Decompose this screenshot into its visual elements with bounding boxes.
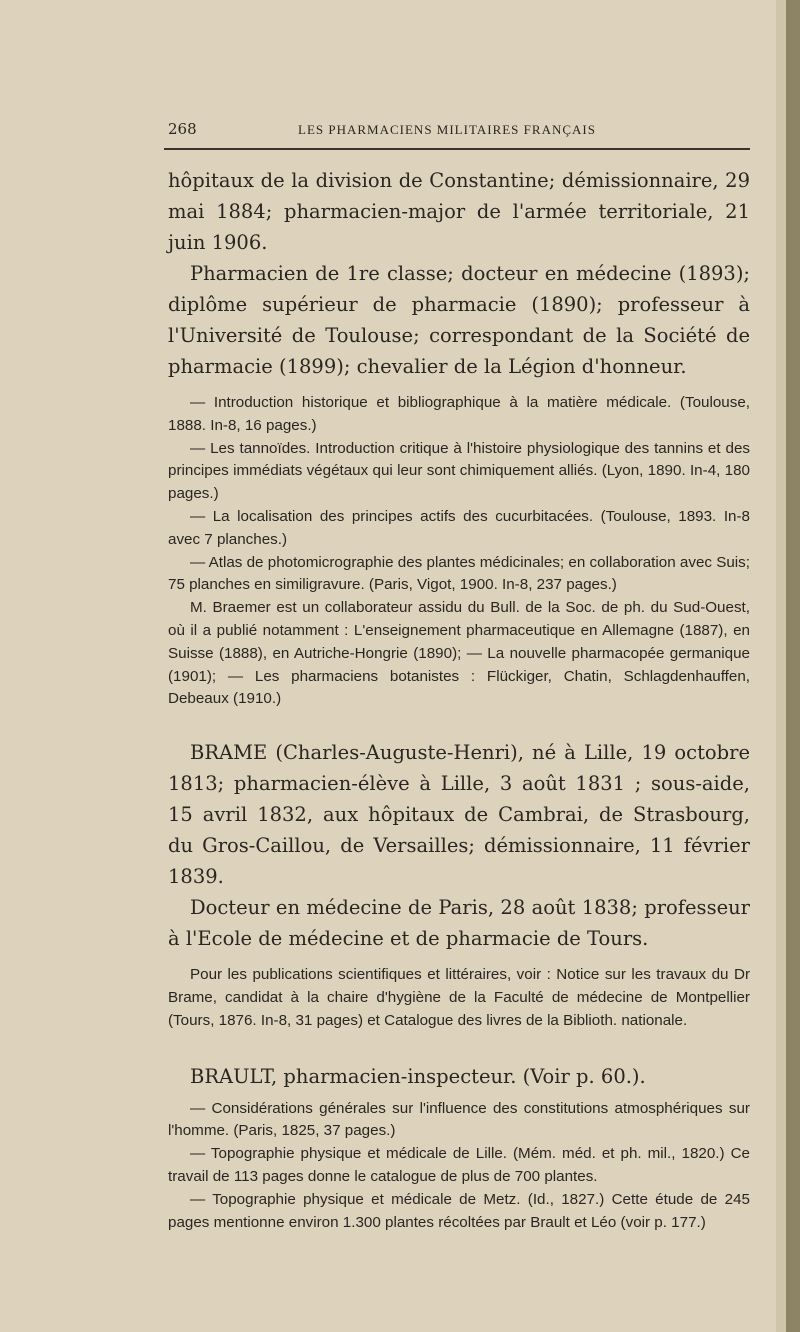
page-edge-light [776,0,786,1332]
note-braemer-4: — Atlas de photomicrographie des plantes médicinales; en collaboration avec Suis; 75 planches en similigravure. (Paris, Vigot, 1900. In-8, 237 pages.) [168,553,750,594]
page-body [168,165,750,1234]
paragraph-braemer-titles: Pharmacien de 1re classe; docteur en médecine (1893); diplôme supérieur de pharmacie (1890); professeur à l'Université de Toulouse; correspondant de la Société de pharmacie (1899); chevalier de la Légion d'honneur. [168,262,750,378]
header-rule [164,148,750,150]
note-braemer-5: M. Braemer est un collaborateur assidu du Bull. de la Soc. de ph. du Sud-Ouest, où il a publié notamment : L'enseignement pharmaceutique en Allemagne (1887), en Suisse (1888), en Autriche-Hongrie (1890); — La nouvelle pharmacopée germanique (1901); — Les pharmaciens botanistes : Flückiger, Chatin, Schlagdenhauffen, Debeaux (1910.) [168,599,750,708]
paragraph-brault: BRAULT, pharmacien-inspecteur. (Voir p. 60.). [190,1064,646,1088]
page-header [168,120,750,142]
paragraph-brame-titles: Docteur en médecine de Paris, 28 août 1838; professeur à l'Ecole de médecine et de pharmacie de Tours. [168,896,750,951]
note-brault-2: — Topographie physique et médicale de Lille. (Mém. méd. et ph. mil., 1820.) Ce travail de 113 pages donne le catalogue de plus de 700 plantes. [168,1145,750,1185]
running-title: LES PHARMACIENS MILITAIRES FRANÇAIS [298,122,596,137]
note-braemer-1: — Introduction historique et bibliographique à la matière médicale. (Toulouse, 1888. In-8, 16 pages.) [168,394,750,434]
note-brame: Pour les publications scientifiques et littéraires, voir : Notice sur les travaux du Dr Brame, candidat à la chaire d'hygiène de la Faculté de médecine de Montpellier (Tours, 1876. In-8, 31 pages) et Catalogue des livres de la Biblioth. nationale. [168,966,750,1029]
paragraph-brame-career: BRAME (Charles-Auguste-Henri), né à Lille, 19 octobre 1813; pharmacien-élève à Lille, 3 août 1831 ; sous-aide, 15 avril 1832, aux hôpitaux de Cambrai, de Strasbourg, du Gros-Caillou, de Versailles; démissionnaire, 11 février 1839. [168,741,750,889]
note-brault-3: — Topographie physique et médicale de Metz. (Id., 1827.) Cette étude de 245 pages mentionne environ 1.300 plantes récoltées par Brault et Léo (voir p. 177.) [168,1190,750,1231]
note-braemer-3: — La localisation des principes actifs des cucurbitacées. (Toulouse, 1893. In-8 avec 7 planches.) [168,507,750,548]
note-braemer-2: — Les tannoïdes. Introduction critique à l'histoire physiologique des tannins et des principes immédiats végétaux qui leur sont chimiquement alliés. (Lyon, 1890. In-4, 180 pages.) [168,439,750,503]
page-edge-shadow [786,0,800,1332]
paragraph-braemer-career: hôpitaux de la division de Constantine; démissionnaire, 29 mai 1884; pharmacien-major de l'armée territoriale, 21 juin 1906. [168,169,750,254]
page-number: 268 [168,120,197,138]
note-brault-1: — Considérations générales sur l'influence des constitutions atmosphériques sur l'homme. (Paris, 1825, 37 pages.) [168,1099,750,1140]
